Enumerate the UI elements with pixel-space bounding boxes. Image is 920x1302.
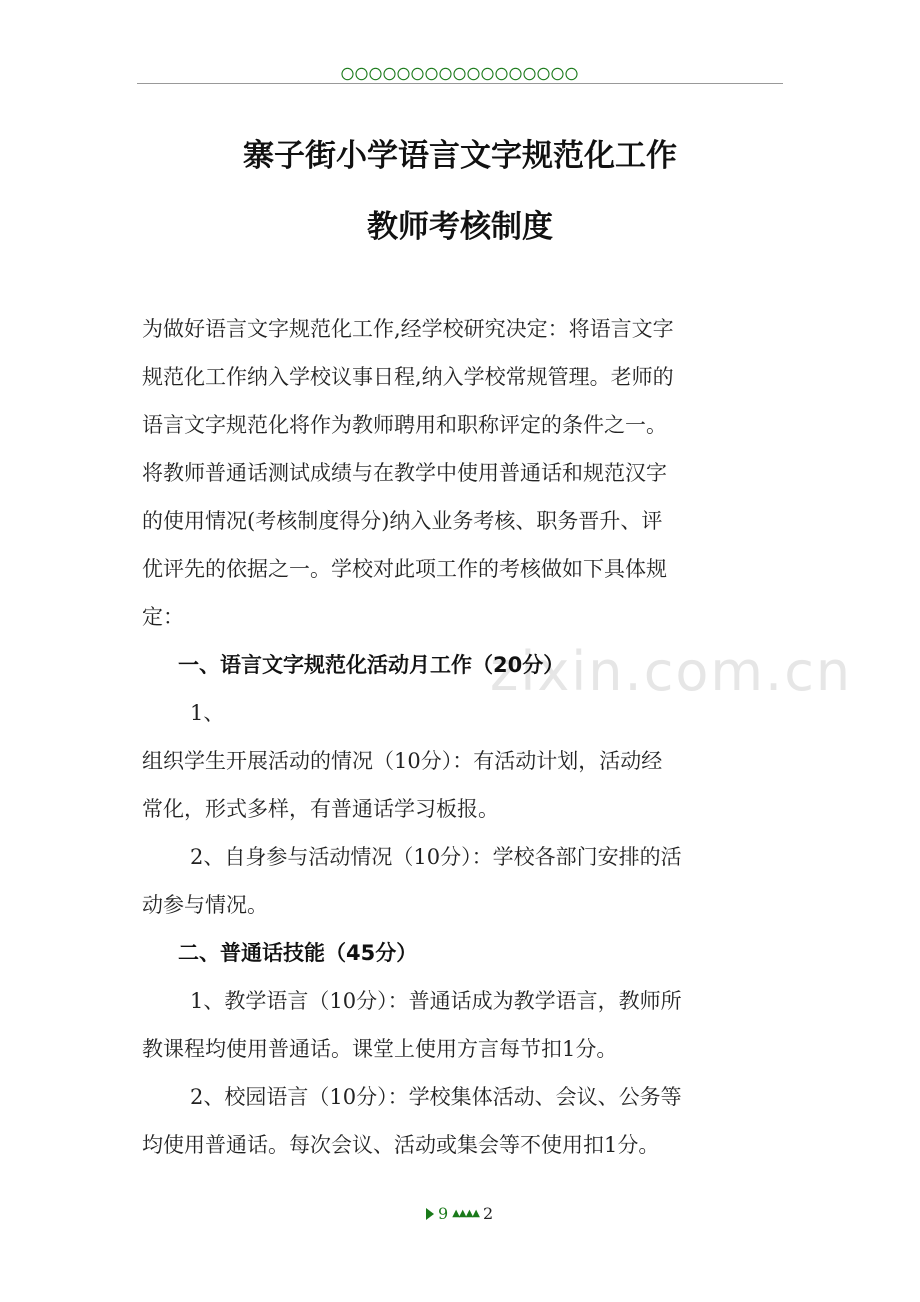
section-1-item-2-line: 2、自身参与活动情况（10分）：学校各部门安排的活	[190, 845, 682, 869]
intro-line: 语言文字规范化将作为教师聘用和职称评定的条件之一。	[142, 413, 667, 437]
intro-line: 规范化工作纳入学校议事日程,纳入学校常规管理。老师的	[142, 365, 674, 389]
section-1-item-1	[142, 689, 782, 833]
header-divider	[137, 83, 783, 84]
footer-small-text: ▲▲▲▲	[452, 1208, 479, 1219]
document-body	[142, 305, 782, 1169]
section-1-item-2	[142, 833, 782, 929]
section-1-heading: 一、语言文字规范化活动月工作（20分）	[178, 653, 565, 677]
section-1-item-2-line: 动参与情况。	[142, 893, 268, 917]
intro-line: 将教师普通话测试成绩与在教学中使用普通话和规范汉字	[142, 461, 667, 485]
document-title-line-2: 教师考核制度	[367, 209, 553, 245]
page-footer	[426, 1204, 493, 1223]
intro-line: 定：	[142, 605, 184, 629]
section-2-item-2-line: 2、校园语言（10分）：学校集体活动、会议、公务等	[190, 1085, 682, 1109]
intro-line: 优评先的依据之一。学校对此项工作的考核做如下具体规	[142, 557, 667, 581]
section-2-heading: 二、普通话技能（45分）	[178, 941, 418, 965]
page-header-text: 〇〇〇〇〇〇〇〇〇〇〇〇〇〇〇〇〇	[340, 68, 579, 83]
play-arrow-icon	[426, 1208, 434, 1220]
section-2-item-2	[142, 1073, 782, 1169]
section-2-item-1	[142, 977, 782, 1073]
section-2-item-1-line: 1、教学语言（10分）：普通话成为教学语言，教师所	[190, 989, 682, 1013]
section-2-item-1-line: 教课程均使用普通话。课堂上使用方言每节扣1分。	[142, 1037, 618, 1061]
intro-paragraph	[142, 305, 782, 641]
page-number: 2	[482, 1204, 494, 1223]
intro-line: 的使用情况(考核制度得分)纳入业务考核、职务晋升、评	[142, 509, 663, 533]
section-1-item-1-number: 1、	[190, 701, 225, 725]
intro-line: 为做好语言文字规范化工作,经学校研究决定：将语言文字	[142, 317, 674, 341]
footer-mark: 9	[438, 1204, 449, 1223]
section-1-item-1-line: 常化，形式多样，有普通话学习板报。	[142, 797, 499, 821]
section-2-item-2-line: 均使用普通话。每次会议、活动或集会等不使用扣1分。	[142, 1133, 660, 1157]
watermark: zixin.com.cn	[490, 640, 853, 703]
document-title-line-1: 寨子街小学语言文字规范化工作	[243, 138, 677, 174]
section-1-item-1-line: 组织学生开展活动的情况（10分）：有活动计划，活动经	[142, 749, 663, 773]
